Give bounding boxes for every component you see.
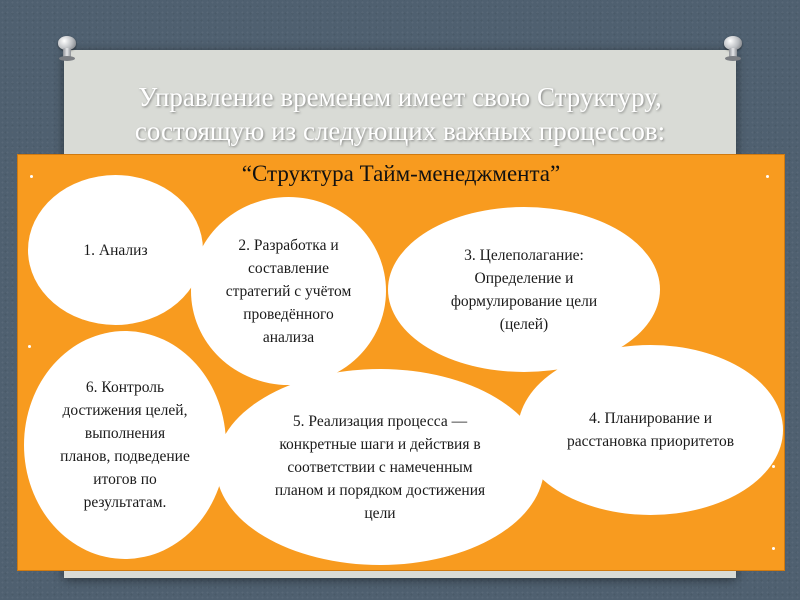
diagram-title: “Структура Тайм-менеджмента” [241, 161, 561, 186]
decor-dot [772, 547, 775, 550]
step-1-label: 1. Анализ [83, 241, 148, 259]
step-6-ellipse [24, 331, 226, 559]
step-3-label: 3. Целеполагание: Определение и формулирование цели (целей) [450, 246, 598, 333]
slide-heading-line1: Управление временем имеет свою Структуру, [138, 82, 662, 112]
step-6-label: 6. Контроль достижения целей, выполнения планов, подведение итогов по результатам. [60, 379, 190, 511]
decor-dot [28, 345, 31, 348]
step-2-label: 2. Разработка и составление стратегий с учётом проведённого анализа [225, 236, 352, 346]
decor-dot [766, 175, 769, 178]
slide-heading-line2: состоящую из следующих важных процессов: [134, 116, 666, 146]
slide-heading [64, 80, 736, 148]
step-5-label: 5. Реализация процесса — конкретные шаги и действия в соответствии с намеченным планом и порядком достижения цели [274, 412, 486, 522]
structure-diagram [17, 154, 785, 571]
decor-dot [30, 175, 33, 178]
pushpin-icon [56, 36, 78, 62]
step-5-ellipse [216, 369, 544, 565]
pushpin-icon [722, 36, 744, 62]
step-4-label: 4. Планирование и расстановка приоритетов [566, 410, 735, 450]
step-2-ellipse [191, 197, 386, 385]
step-4-ellipse [518, 345, 783, 515]
step-1-ellipse [28, 175, 203, 325]
decor-dot [772, 465, 775, 468]
